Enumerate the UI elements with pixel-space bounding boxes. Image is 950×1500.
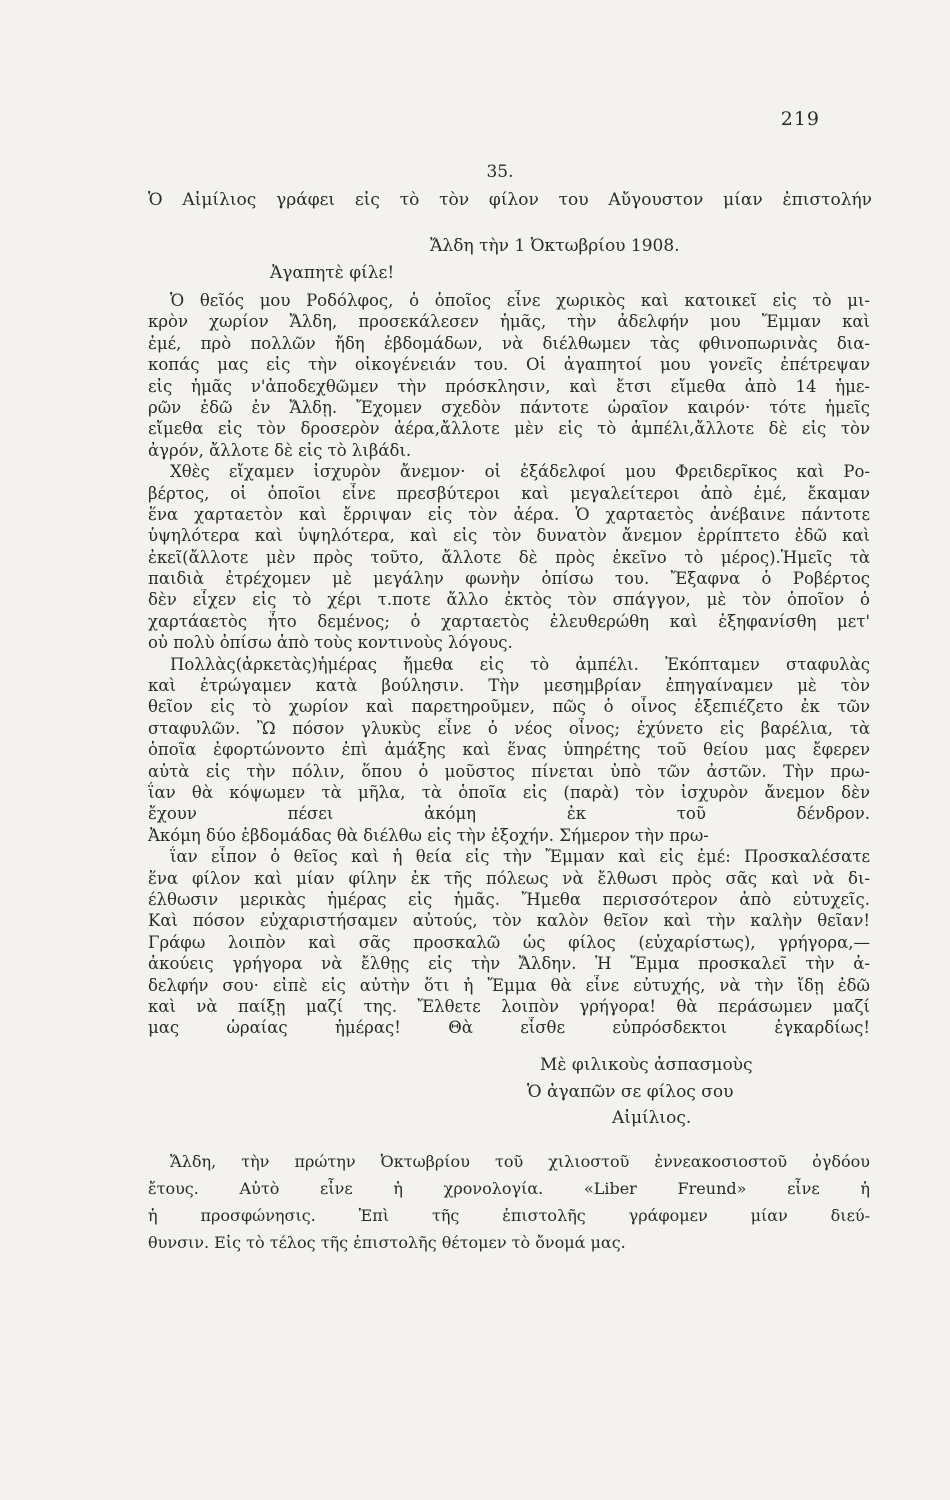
body-line: ἕνα φίλον καὶ μίαν φίλην ἐκ τῆς πόλεως νὰ ἔλθωσι πρὸς σᾶς καὶ νὰ δι- [148,868,870,888]
note-line: ἔτους. Αὐτὸ εἶνε ἡ χρονολογία. «Liber Freund» εἶνε ἡ [148,1179,870,1198]
body-line: εἰς ἡμᾶς ν'ἀποδεχθῶμεν τὴν πρόσκλησιν, καὶ ἔτσι εἴμεθα ἀπὸ 14 ἡμε- [148,376,870,396]
section-number: 35. [486,162,514,182]
body-line: ὁποῖα ἐφορτώνοντο ἐπὶ ἀμάξης καὶ ἕνας ὑπηρέτης τοῦ θείου μας ἔφερεν [148,740,870,760]
body-line: σταφυλῶν. Ὢ πόσον γλυκὺς εἶνε ὁ νέος οἶνος; ἐχύνετο εἰς βαρέλια, τὰ [148,718,870,738]
explanatory-note [148,1148,870,1256]
body-line: εἴμεθα εἰς τὸν δροσερὸν ἀέρα,ἄλλοτε μὲν εἰς τὸ ἀμπέλι,ἄλλοτε δὲ εἰς τὸν [148,419,870,439]
letter-dateline: Ἄλδη τὴν 1 Ὀκτωβρίου 1908. [430,236,680,256]
note-line: θυνσιν. Εἰς τὸ τέλος τῆς ἐπιστολῆς θέτομεν τὸ ὄνομά μας. [148,1233,626,1252]
body-line: ἀγρόν, ἄλλοτε δὲ εἰς τὸ λιβάδι. [148,440,412,460]
body-line: χαρτάαετὸς ἦτο δεμένος; ὁ χαρταετὸς ἐλευθερώθη καὶ ἐξηφανίσθη μετ' [148,611,870,631]
closing-line-2: Ὁ ἀγαπῶν σε φίλος σου [527,1082,734,1102]
section-heading: Ὁ Αἰμίλιος γράφει εἰς τὸ τὸν φίλον του Αὔγουστον μίαν ἐπιστολήν [148,190,872,210]
closing-signature: Αἰμίλιος. [612,1108,692,1128]
body-line: καὶ νὰ παίξῃ μαζί της. Ἔλθετε λοιπὸν γρήγορα! θὰ περάσωμεν μαζί [148,996,870,1016]
body-line: Καὶ πόσον εὐχαριστήσαμεν αὐτούς, τὸν καλὸν θεῖον καὶ τὴν καλὴν θεῖαν! [148,911,870,931]
body-line: ἕνα χαρταετὸν καὶ ἔρριψαν εἰς τὸν ἀέρα. Ὁ χαρταετὸς ἀνέβαινε πάντοτε [148,504,870,524]
body-line: Ἀκόμη δύο ἑβδομάδας θὰ διέλθω εἰς τὴν ἐξοχήν. Σήμερον τὴν πρω- [148,825,709,845]
body-line: ΐαν θὰ κόψωμεν τὰ μῆλα, τὰ ὁποῖα εἰς (παρὰ) τὸν ἰσχυρὸν ἄνεμον δὲν [148,782,870,802]
body-line: θεῖον εἰς τὸ χωρίον καὶ παρετηροῦμεν, πῶς ὁ οἶνος ἐξεπιέζετο ἐκ τῶν [148,697,870,717]
body-line: ρῶν ἐδῶ ἐν Ἄλδῃ. Ἔχομεν σχεδὸν πάντοτε ὡραῖον καιρόν· τότε ἡμεῖς [148,397,870,417]
body-line: Ὁ θεῖός μου Ροδόλφος, ὁ ὁποῖος εἶνε χωρικὸς καὶ κατοικεῖ εἰς τὸ μι- [170,291,870,310]
body-line: ὑψηλότερα καὶ ὑψηλότερα, καὶ εἰς τὸν δυνατὸν ἄνεμον ἐρρίπτετο ἐδῶ καὶ [148,526,870,546]
body-line: κρὸν χωρίον Ἄλδη, προσεκάλεσεν ἡμᾶς, τὴν ἀδελφήν μου Ἔμμαν καὶ [148,312,870,332]
body-line: μας ὡραίας ἡμέρας! Θὰ εἶσθε εὐπρόσδεκτοι ἐγκαρδίως! [148,1018,870,1038]
body-line: καὶ ἐτρώγαμεν κατὰ βούλησιν. Τὴν μεσημβρίαν ἐπηγαίναμεν μὲ τὸν [148,676,870,696]
body-line: δὲν εἶχεν εἰς τὸ χέρι τ.ποτε ἄλλο ἐκτὸς τὸν σπάγγον, μὲ τὸν ὁποῖον ὁ [148,590,870,610]
note-line: Ἄλδη, τὴν πρώτην Ὀκτωβρίου τοῦ χιλιοστοῦ ἐννεακοσιοστοῦ ὀγδόου [170,1152,870,1171]
body-line: βέρτος, οἱ ὁποῖοι εἶνε πρεσβύτεροι καὶ μεγαλείτεροι ἀπὸ ἐμέ, ἔκαμαν [148,483,870,503]
closing-line-1: Μὲ φιλικοὺς ἀσπασμοὺς [540,1055,753,1075]
body-line: Χθὲς εἴχαμεν ἰσχυρὸν ἄνεμον· οἱ ἐξάδελφοί μου Φρειδερῖκος καὶ Ρο- [170,462,870,482]
body-line: ἐμέ, πρὸ πολλῶν ἤδη ἑβδομάδων, νὰ διέλθωμεν τὰς φθινοπωρινὰς δια- [148,333,870,353]
body-line: ἐκεῖ(ἄλλοτε μὲν πρὸς τοῦτο, ἄλλοτε δὲ πρὸς ἐκεῖνο τὸ μέρος).Ἡμεῖς τὰ [148,547,870,567]
body-line: οὐ πολὺ ὀπίσω ἀπὸ τοὺς κοντινοὺς λόγους. [148,633,513,653]
body-line: ἔχουν πέσει ἀκόμη ἐκ τοῦ δένδρον. [148,804,870,824]
body-line: παιδιὰ ἐτρέχομεν μὲ μεγάλην φωνὴν ὀπίσω του. Ἔξαφνα ὁ Ροβέρτος [148,569,870,589]
letter-body [148,290,870,1039]
body-line: ΐαν εἶπον ὁ θεῖος καὶ ἡ θεία εἰς τὴν Ἔμμαν καὶ εἰς ἐμέ: Προσκαλέσατε [170,847,870,867]
page-number: 219 [780,108,820,130]
letter-greeting: Ἀγαπητὲ φίλε! [270,263,395,283]
note-line: ἡ προσφώνησις. Ἐπὶ τῆς ἐπιστολῆς γράφομεν μίαν διεύ- [148,1206,870,1225]
body-line: δελφήν σου· εἰπὲ εἰς αὐτὴν ὅτι ἡ Ἔμμα θὰ εἶνε εὐτυχής, νὰ τὴν ἴδῃ ἐδῶ [148,975,870,995]
body-line: ἀκούεις γρήγορα νὰ ἔλθῃς εἰς τὴν Ἄλδην. Ἡ Ἔμμα προσκαλεῖ τὴν ἀ- [148,954,870,974]
body-line: Πολλὰς(ἀρκετὰς)ἡμέρας ἤμεθα εἰς τὸ ἀμπέλι. Ἐκόπταμεν σταφυλὰς [170,654,870,674]
body-line: έλθωσιν μερικὰς ἡμέρας εἰς ἡμᾶς. Ἤμεθα περισσότερον ἀπὸ εὐτυχεῖς. [148,889,870,909]
body-line: αὐτὰ εἰς τὴν πόλιν, ὅπου ὁ μοῦστος πίνεται ὑπὸ τῶν ἀστῶν. Τὴν πρω- [148,761,870,781]
body-line: Γράφω λοιπὸν καὶ σᾶς προσκαλῶ ὡς φίλος (εὐχαρίστως), γρήγορα,— [148,932,870,952]
body-line: κοπάς μας εἰς τὴν οἰκογένειάν του. Οἱ ἀγαπητοί μου γονεῖς ἐπέτρεψαν [148,355,870,375]
